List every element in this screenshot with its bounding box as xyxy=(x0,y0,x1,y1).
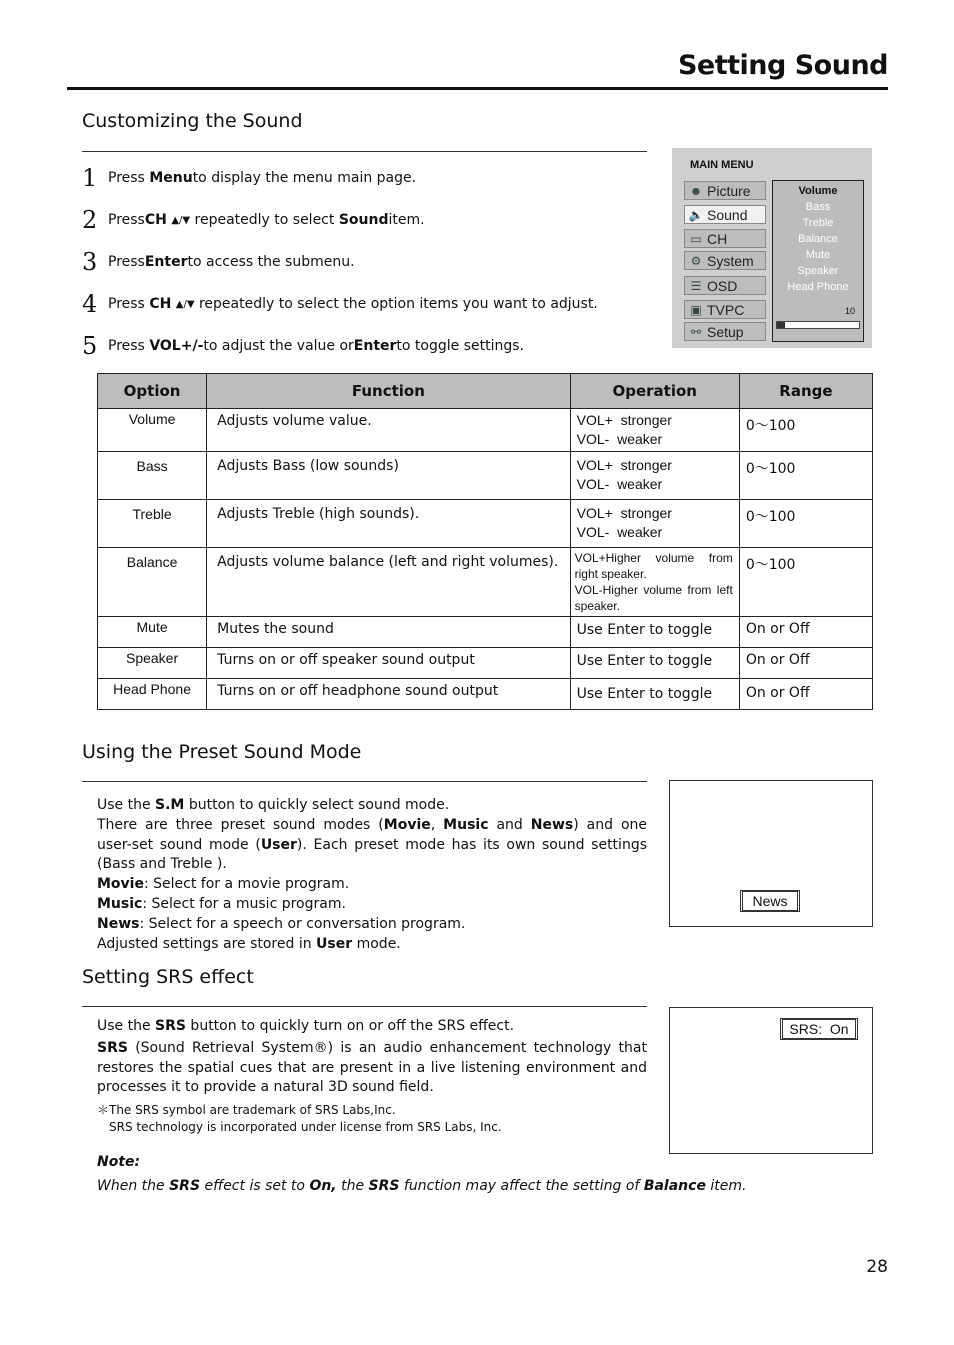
menu-item-setup xyxy=(684,322,766,341)
footnote-line: SRS technology is incorporated under license from SRS Labs, Inc. xyxy=(109,1120,502,1134)
cell-option: Head Phone xyxy=(98,679,207,710)
submenu-item: Balance xyxy=(798,233,838,245)
section-preset-heading: Using the Preset Sound Mode xyxy=(82,741,362,763)
text: button to quickly turn on or off the SRS effect. xyxy=(185,1018,515,1034)
main-menu-screen xyxy=(672,148,872,348)
ch-arrows-icon: ▲/▼ xyxy=(175,298,195,310)
step-number: 2 xyxy=(82,206,98,234)
step-key: Sound xyxy=(338,212,389,228)
srs-description xyxy=(97,1017,647,1098)
bold-text: News xyxy=(530,816,574,833)
section-customizing-heading: Customizing the Sound xyxy=(82,110,303,132)
srs-line xyxy=(97,1017,647,1037)
cell-range: 0～100 xyxy=(739,500,872,548)
column-header: Option xyxy=(98,374,207,409)
main-menu-title: MAIN MENU xyxy=(690,159,754,171)
operation-line: VOL+ stronger xyxy=(576,412,672,428)
step-key: CH xyxy=(144,212,167,228)
news-osd-label xyxy=(740,890,800,912)
cell-option: Speaker xyxy=(98,648,207,679)
step-number: 5 xyxy=(82,332,98,360)
bold-text: SRS xyxy=(368,1178,400,1194)
menu-item-label: CH xyxy=(707,230,728,247)
operation-line: VOL+ stronger xyxy=(576,505,672,521)
cell-operation: Use Enter to toggle xyxy=(570,617,739,648)
cell-range: 0～100 xyxy=(739,452,872,500)
cell-operation: Use Enter to toggle xyxy=(570,679,739,710)
cell-range: 0～100 xyxy=(739,409,872,452)
operation-line: VOL- weaker xyxy=(576,524,663,540)
volume-bar-fill xyxy=(777,322,785,328)
step-number: 4 xyxy=(82,290,98,318)
cell-range: 0～100 xyxy=(739,548,872,617)
srs-note xyxy=(97,1148,746,1201)
submenu-item: Treble xyxy=(802,217,834,229)
list-icon: ☰ xyxy=(690,278,702,293)
step-2 xyxy=(82,208,425,232)
menu-item-osd xyxy=(684,276,766,295)
monitor-icon: ▣ xyxy=(690,302,702,317)
menu-item-picture xyxy=(684,181,766,200)
menu-item-system xyxy=(684,251,766,270)
step-key: Menu xyxy=(149,170,193,186)
cell-option: Bass xyxy=(98,452,207,500)
note-text xyxy=(97,1172,746,1201)
step-text: repeatedly to select the option items you want to adjust. xyxy=(198,296,598,312)
srs-osd-label xyxy=(780,1018,858,1040)
preset-line xyxy=(97,796,647,816)
options-table xyxy=(97,373,873,710)
step-text: Press xyxy=(108,338,145,354)
step-key: VOL+/- xyxy=(149,338,204,354)
text: and xyxy=(488,816,531,833)
step-text: Press xyxy=(108,212,145,228)
bold-text: Movie xyxy=(383,816,431,833)
table-row xyxy=(98,452,873,500)
text: When the xyxy=(97,1178,170,1194)
step-key: CH xyxy=(149,296,172,312)
table-header-row xyxy=(98,374,873,409)
cell-range: On or Off xyxy=(739,648,872,679)
section-rule xyxy=(82,781,647,782)
menu-item-label: OSD xyxy=(707,277,738,294)
table-row xyxy=(98,409,873,452)
step-text: to toggle settings. xyxy=(396,338,524,354)
text: , xyxy=(430,816,444,833)
step-number: 3 xyxy=(82,248,98,276)
cell-option: Balance xyxy=(98,548,207,617)
bold-text: Music xyxy=(97,895,143,912)
volume-bar xyxy=(776,321,860,329)
step-number: 1 xyxy=(82,164,98,192)
cell-function: Adjusts volume balance (left and right volumes). xyxy=(207,548,570,617)
bold-text: SRS xyxy=(155,1018,186,1034)
text: ). Each preset mode has its own sound settings (Bass and Treble ). xyxy=(97,836,647,873)
bold-text: Balance xyxy=(643,1178,706,1194)
cell-function: Adjusts Bass (low sounds) xyxy=(207,452,570,500)
text: ) and one user-set sound mode ( xyxy=(97,816,648,853)
srs-osd-inner: SRS: On xyxy=(782,1019,856,1039)
bold-text: Music xyxy=(443,816,489,833)
preset-line xyxy=(97,895,647,915)
bold-text: S.M xyxy=(155,797,185,813)
operation-line: VOL- weaker xyxy=(576,431,663,447)
operation-line: VOL- weaker xyxy=(576,476,663,492)
cell-operation xyxy=(570,409,739,452)
cell-range: On or Off xyxy=(739,679,872,710)
table-row xyxy=(98,500,873,548)
column-header: Range xyxy=(739,374,872,409)
step-text: Press xyxy=(108,170,145,186)
text: mode. xyxy=(352,935,401,952)
menu-item-label: System xyxy=(707,252,754,269)
operation-line: VOL-Higher volume from left speaker. xyxy=(574,583,733,613)
note-label: Note: xyxy=(97,1154,141,1170)
page-number: 28 xyxy=(866,1257,888,1277)
preset-line xyxy=(97,915,647,935)
menu-item-label: Sound xyxy=(707,206,748,223)
text: item. xyxy=(705,1178,747,1194)
submenu-item: Volume xyxy=(798,185,838,197)
news-osd-inner: News xyxy=(742,891,798,911)
volume-value: 10 xyxy=(844,306,855,316)
setup-icon: ⚯ xyxy=(690,324,702,339)
preset-line xyxy=(97,816,647,875)
section-rule xyxy=(82,1006,647,1007)
bold-text: User xyxy=(260,836,297,853)
page-title: Setting Sound xyxy=(677,50,888,81)
cell-operation xyxy=(570,548,739,617)
cell-function: Adjusts volume value. xyxy=(207,409,570,452)
submenu-item: Mute xyxy=(805,249,831,261)
sound-submenu xyxy=(772,180,864,342)
srs-line xyxy=(97,1039,647,1098)
table-row xyxy=(98,679,873,710)
column-header: Function xyxy=(207,374,570,409)
text: effect is set to xyxy=(200,1178,310,1194)
srs-footnote xyxy=(97,1102,502,1136)
srs-osd-screen xyxy=(669,1007,873,1154)
ch-arrows-icon: ▲/▼ xyxy=(171,214,191,226)
step-key: Enter xyxy=(144,254,188,270)
menu-item-label: Picture xyxy=(707,182,751,199)
preset-line xyxy=(97,935,647,955)
gears-icon: ⚙ xyxy=(690,253,702,268)
text: Use the xyxy=(97,1018,156,1034)
text: function may affect the setting of xyxy=(399,1178,644,1194)
cell-operation xyxy=(570,500,739,548)
title-rule xyxy=(67,87,888,90)
step-text: to adjust the value or xyxy=(203,338,354,354)
cell-function: Adjusts Treble (high sounds). xyxy=(207,500,570,548)
section-srs-heading: Setting SRS effect xyxy=(82,966,254,988)
bold-text: SRS xyxy=(169,1178,201,1194)
cell-function: Turns on or off speaker sound output xyxy=(207,648,570,679)
people-icon: ☻ xyxy=(689,183,703,198)
cell-option: Treble xyxy=(98,500,207,548)
bold-text: SRS xyxy=(97,1039,128,1056)
table-row xyxy=(98,617,873,648)
cell-option: Mute xyxy=(98,617,207,648)
step-3 xyxy=(82,250,355,274)
speaker-icon: 🔈 xyxy=(688,207,704,222)
menu-item-tvpc xyxy=(684,300,766,319)
step-text: repeatedly to select xyxy=(194,212,335,228)
operation-line: VOL+Higher volume from right speaker. xyxy=(574,551,733,581)
step-text: Press xyxy=(108,254,145,270)
section-rule xyxy=(82,151,647,152)
text: : Select for a speech or conversation program. xyxy=(139,915,466,932)
text: button to quickly select sound mode. xyxy=(184,797,450,813)
preset-osd-screen xyxy=(669,780,873,927)
menu-item-sound xyxy=(684,205,766,224)
preset-description xyxy=(97,796,647,954)
cell-operation: Use Enter to toggle xyxy=(570,648,739,679)
text: the xyxy=(336,1178,369,1194)
text: : Select for a music program. xyxy=(142,895,346,912)
bold-text: Movie xyxy=(97,876,144,893)
submenu-item: Head Phone xyxy=(787,281,849,293)
step-text: item. xyxy=(388,212,425,228)
submenu-item: Speaker xyxy=(797,265,839,277)
tv-icon: ▭ xyxy=(690,231,702,246)
text: Use the xyxy=(97,797,156,813)
text: There are three preset sound modes ( xyxy=(97,816,384,833)
cell-function: Turns on or off headphone sound output xyxy=(207,679,570,710)
cell-option: Volume xyxy=(98,409,207,452)
step-1 xyxy=(82,166,416,190)
cell-range: On or Off xyxy=(739,617,872,648)
step-text: to access the submenu. xyxy=(187,254,355,270)
text: : Select for a movie program. xyxy=(143,876,350,893)
preset-line xyxy=(97,875,647,895)
menu-item-label: TVPC xyxy=(707,301,745,318)
step-text: Press xyxy=(108,296,145,312)
menu-item-label: Setup xyxy=(707,323,744,340)
bold-text: User xyxy=(316,935,353,952)
column-header: Operation xyxy=(570,374,739,409)
cell-operation xyxy=(570,452,739,500)
step-5 xyxy=(82,334,524,358)
menu-item-ch xyxy=(684,229,766,248)
operation-line: VOL+ stronger xyxy=(576,457,672,473)
bold-text: News xyxy=(97,915,140,932)
table-row xyxy=(98,648,873,679)
cell-function: Mutes the sound xyxy=(207,617,570,648)
step-text: to display the menu main page. xyxy=(192,170,417,186)
bold-text: On, xyxy=(309,1178,337,1194)
table-row xyxy=(98,548,873,617)
footnote-line: ＊The SRS symbol are trademark of SRS Labs,Inc. xyxy=(97,1103,396,1117)
submenu-item: Bass xyxy=(805,201,831,213)
step-key: Enter xyxy=(353,338,397,354)
step-4 xyxy=(82,292,598,316)
text: Adjusted settings are stored in xyxy=(97,935,317,952)
text: (Sound Retrieval System®) is an audio enhancement technology that restores the spatial cues that are present in a live listening environment and processes it to provide a natural 3D sound field. xyxy=(97,1039,647,1096)
